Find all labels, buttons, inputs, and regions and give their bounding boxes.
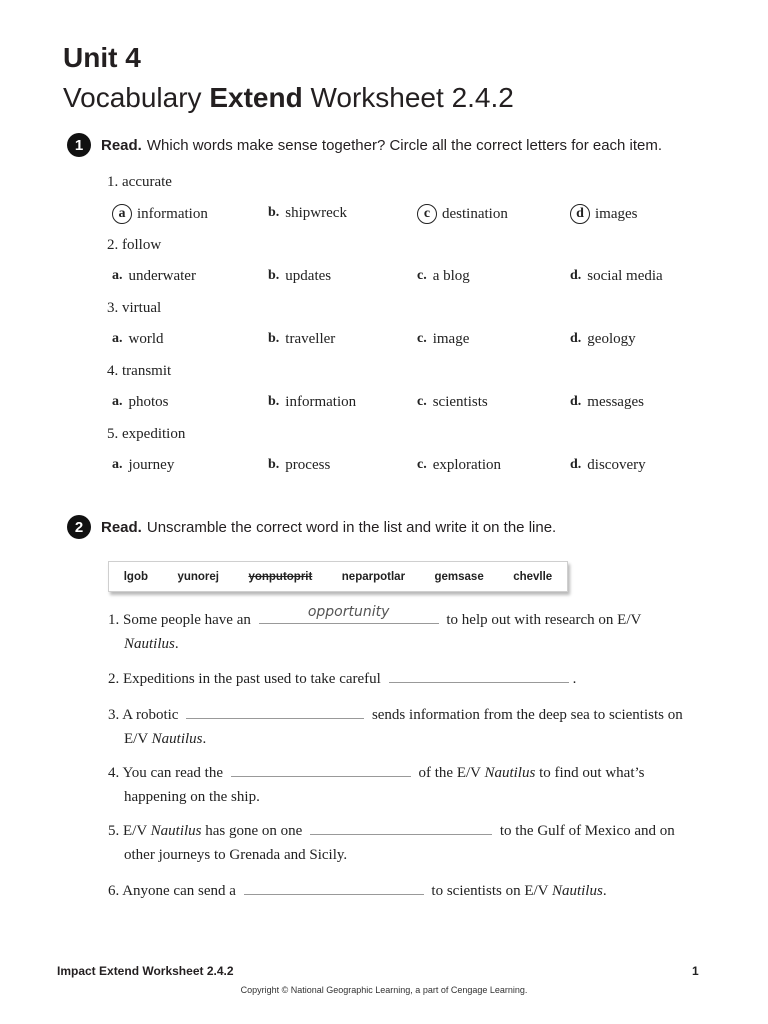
answer-option[interactable] (268, 267, 331, 285)
option-letter: c. (417, 268, 427, 283)
answer-option[interactable] (570, 456, 646, 474)
answer-option[interactable] (112, 204, 208, 224)
option-letter: d. (570, 268, 582, 283)
answer-option[interactable] (268, 393, 356, 411)
section-number-badge: 2 (67, 515, 91, 539)
section-number-badge: 1 (67, 133, 91, 157)
option-letter: c. (417, 331, 427, 346)
ship-name: Nautilus (150, 823, 202, 839)
option-text: traveller (285, 330, 336, 347)
option-letter: d. (570, 331, 582, 346)
option-letter: b. (268, 394, 280, 409)
sentence-text: Anyone can send a (122, 883, 236, 899)
option-text: photos (128, 393, 169, 410)
answer-option[interactable] (268, 204, 347, 222)
answer-option[interactable] (417, 267, 470, 285)
punctuation: . (572, 671, 577, 687)
punctuation: . (602, 883, 607, 899)
page-number: 1 (692, 964, 699, 978)
option-text: destination (442, 205, 508, 222)
worksheet-title (63, 82, 514, 114)
option-letter: b. (268, 205, 280, 220)
option-letter: c. (417, 457, 427, 472)
answer-blank[interactable] (186, 702, 364, 719)
sentence-text: to find out what’s (539, 765, 645, 781)
option-text: process (285, 456, 331, 473)
word-bank-word: neparpotlar (341, 570, 406, 583)
word-bank (108, 561, 568, 592)
ship-name: Nautilus (551, 883, 603, 899)
option-letter: c. (417, 394, 427, 409)
option-letter: b. (268, 331, 280, 346)
section-verb: Read. (101, 518, 142, 536)
sentence-text: E/V (124, 731, 148, 747)
answer-option[interactable] (417, 393, 488, 411)
option-text: images (595, 205, 638, 222)
sentence-continuation: other journeys to Grenada and Sicily. (124, 847, 348, 863)
sentence-text: E/V (123, 823, 147, 839)
answer-option[interactable] (417, 330, 469, 348)
option-text: journey (128, 456, 175, 473)
answer-option[interactable] (570, 330, 636, 348)
option-letter: d. (570, 457, 582, 472)
option-text: world (128, 330, 164, 347)
sentence-2 (108, 666, 718, 691)
sentence-3 (108, 702, 718, 751)
option-letter: a. (112, 394, 123, 409)
answer-blank[interactable] (259, 604, 439, 624)
handwritten-answer: opportunity (307, 604, 390, 620)
item-word: 2. follow (107, 237, 162, 253)
word-bank-word: lgob (123, 570, 148, 583)
circled-letter: c (417, 204, 437, 224)
answer-option[interactable] (570, 393, 644, 411)
title-suffix: Worksheet 2.4.2 (310, 82, 514, 113)
answer-option[interactable] (112, 330, 164, 348)
answer-option[interactable] (570, 204, 638, 224)
option-letter: b. (268, 268, 280, 283)
title-prefix: Vocabulary (63, 82, 202, 113)
ship-name: Nautilus (124, 636, 175, 652)
option-letter: d. (570, 394, 582, 409)
answer-option[interactable] (268, 330, 335, 348)
answer-option[interactable] (417, 456, 501, 474)
unit-title: Unit 4 (63, 42, 141, 73)
answer-option[interactable] (112, 393, 169, 411)
option-text: information (137, 205, 208, 222)
sentence-text: A robotic (122, 707, 179, 723)
option-text: discovery (587, 456, 646, 473)
section-1-heading (67, 133, 662, 157)
option-text: exploration (432, 456, 502, 473)
word-bank-word: yunorej (177, 570, 219, 583)
word-bank-word: gemsase (434, 570, 484, 583)
option-letter: b. (268, 457, 280, 472)
answer-blank[interactable] (231, 760, 411, 777)
option-text: geology (587, 330, 636, 347)
answer-option[interactable] (268, 456, 330, 474)
sentence-number: 6. (108, 883, 120, 899)
sentence-text: sends information from the deep sea to scientists on (371, 707, 683, 723)
sentence-text: to scientists on E/V (431, 883, 549, 899)
answer-blank[interactable] (389, 666, 569, 683)
sentence-text: Expeditions in the past used to take careful (123, 671, 381, 687)
section-verb: Read. (101, 136, 142, 154)
option-letter: a. (112, 268, 123, 283)
sentence-1 (108, 604, 718, 656)
title-emphasis: Extend (209, 82, 303, 113)
item-word: 1. accurate (107, 174, 172, 190)
punctuation: . (202, 731, 207, 747)
option-text: underwater (128, 267, 196, 284)
option-text: updates (285, 267, 332, 284)
section-instruction: Unscramble the correct word in the list and write it on the line. (146, 518, 557, 536)
option-text: a blog (432, 267, 470, 284)
sentence-text: You can read the (122, 765, 223, 781)
circled-letter: a (112, 204, 132, 224)
sentence-6 (108, 878, 718, 903)
answer-blank[interactable] (310, 818, 492, 835)
answer-option[interactable] (112, 267, 196, 285)
section-instruction: Which words make sense together? Circle all the correct letters for each item. (146, 136, 663, 154)
option-text: messages (587, 393, 644, 410)
footer-title: Impact Extend Worksheet 2.4.2 (57, 964, 234, 978)
item-word: 4. transmit (107, 363, 172, 379)
ship-name: Nautilus (484, 765, 536, 781)
sentence-text: to help out with research on E/V (446, 612, 642, 628)
word-bank-word-used: yonputoprit (248, 570, 313, 583)
punctuation: . (174, 636, 179, 652)
answer-option[interactable] (417, 204, 508, 224)
sentence-number: 5. (108, 823, 120, 839)
sentence-number: 3. (108, 707, 120, 723)
sentence-text: of the E/V (418, 765, 481, 781)
ship-name: Nautilus (151, 731, 203, 747)
option-letter: a. (112, 457, 123, 472)
sentence-text: to the Gulf of Mexico and on (499, 823, 675, 839)
sentence-text: has gone on one (205, 823, 303, 839)
copyright-notice: Copyright © National Geographic Learning, a part of Cengage Learning. (240, 985, 528, 995)
item-word: 3. virtual (107, 300, 162, 316)
circled-letter: d (570, 204, 590, 224)
sentence-number: 4. (108, 765, 120, 781)
option-text: information (285, 393, 357, 410)
option-text: social media (587, 267, 663, 284)
item-word: 5. expedition (107, 426, 186, 442)
option-text: scientists (432, 393, 488, 410)
answer-option[interactable] (112, 456, 174, 474)
sentence-5 (108, 818, 718, 867)
answer-option[interactable] (570, 267, 663, 285)
sentence-number: 1. (108, 612, 120, 628)
sentence-number: 2. (108, 671, 120, 687)
sentence-text: Some people have an (123, 612, 251, 628)
word-bank-word: chevlle (513, 570, 553, 583)
option-text: image (432, 330, 470, 347)
section-2-heading (67, 515, 556, 539)
option-letter: a. (112, 331, 123, 346)
option-text: shipwreck (285, 204, 347, 221)
answer-blank[interactable] (244, 878, 424, 895)
sentence-continuation: happening on the ship. (124, 789, 260, 805)
sentence-4 (108, 760, 718, 809)
